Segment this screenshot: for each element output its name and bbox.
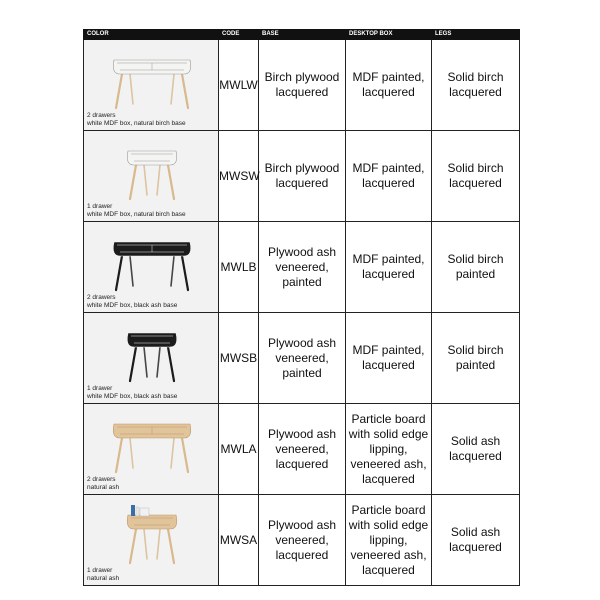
product-code: MWSA: [219, 495, 259, 586]
header-color: COLOR: [84, 30, 219, 40]
desk-illustration: [102, 137, 202, 203]
desktop-box-material: MDF painted, lacquered: [346, 40, 432, 131]
table-row: [84, 495, 520, 586]
product-code: MWLW: [219, 40, 259, 131]
legs-material: Solid birch painted: [432, 222, 520, 313]
desktop-box-material: MDF painted, lacquered: [346, 222, 432, 313]
table-row: [84, 222, 520, 313]
color-caption: [87, 294, 177, 310]
finish-description: natural ash: [87, 484, 120, 491]
product-code: MWSW: [219, 131, 259, 222]
color-cell: [84, 404, 219, 495]
desk-illustration: [102, 46, 202, 112]
color-cell: [84, 313, 219, 404]
color-cell: [84, 131, 219, 222]
table-row: [84, 131, 520, 222]
finish-description: white MDF box, natural birch base: [87, 120, 186, 127]
finish-description: white MDF box, black ash base: [87, 393, 178, 400]
base-material: Plywood ash veneered, lacquered: [259, 495, 346, 586]
color-cell: [84, 495, 219, 586]
finish-description: natural ash: [87, 575, 120, 582]
desk-illustration: [102, 501, 202, 567]
legs-material: Solid ash lacquered: [432, 495, 520, 586]
drawer-count: 1 drawer: [87, 567, 113, 574]
legs-material: Solid birch lacquered: [432, 131, 520, 222]
table-row: [84, 40, 520, 131]
base-material: Plywood ash veneered, lacquered: [259, 404, 346, 495]
color-caption: [87, 112, 186, 128]
desk-illustration: [102, 410, 202, 476]
header-desktop-box: DESKTOP BOX: [346, 30, 432, 40]
table-row: [84, 404, 520, 495]
legs-material: Solid ash lacquered: [432, 404, 520, 495]
legs-material: Solid birch painted: [432, 313, 520, 404]
base-material: Plywood ash veneered, painted: [259, 222, 346, 313]
color-cell: [84, 40, 219, 131]
desktop-box-material: MDF painted, lacquered: [346, 313, 432, 404]
legs-material: Solid birch lacquered: [432, 40, 520, 131]
drawer-count: 1 drawer: [87, 203, 113, 210]
color-cell: [84, 222, 219, 313]
header-base: BASE: [259, 30, 346, 40]
product-code: MWLB: [219, 222, 259, 313]
desktop-box-material: MDF painted, lacquered: [346, 131, 432, 222]
desk-illustration: [102, 228, 202, 294]
drawer-count: 2 drawers: [87, 476, 116, 483]
base-material: Birch plywood lacquered: [259, 131, 346, 222]
product-code: MWSB: [219, 313, 259, 404]
header-legs: LEGS: [432, 30, 520, 40]
base-material: Plywood ash veneered, painted: [259, 313, 346, 404]
drawer-count: 1 drawer: [87, 385, 113, 392]
color-caption: [87, 476, 119, 492]
color-caption: [87, 385, 177, 401]
product-code: MWLA: [219, 404, 259, 495]
finish-description: white MDF box, black ash base: [87, 302, 178, 309]
table-row: [84, 313, 520, 404]
color-caption: [87, 203, 186, 219]
desk-illustration: [102, 319, 202, 385]
drawer-count: 2 drawers: [87, 112, 116, 119]
header-row: [84, 30, 520, 40]
desktop-box-material: Particle board with solid edge lipping, veneered ash, lacquered: [346, 404, 432, 495]
product-spec-table: [83, 29, 520, 586]
color-caption: [87, 567, 119, 583]
desktop-box-material: Particle board with solid edge lipping, veneered ash, lacquered: [346, 495, 432, 586]
drawer-count: 2 drawers: [87, 294, 116, 301]
base-material: Birch plywood lacquered: [259, 40, 346, 131]
finish-description: white MDF box, natural birch base: [87, 211, 186, 218]
header-code: CODE: [219, 30, 259, 40]
